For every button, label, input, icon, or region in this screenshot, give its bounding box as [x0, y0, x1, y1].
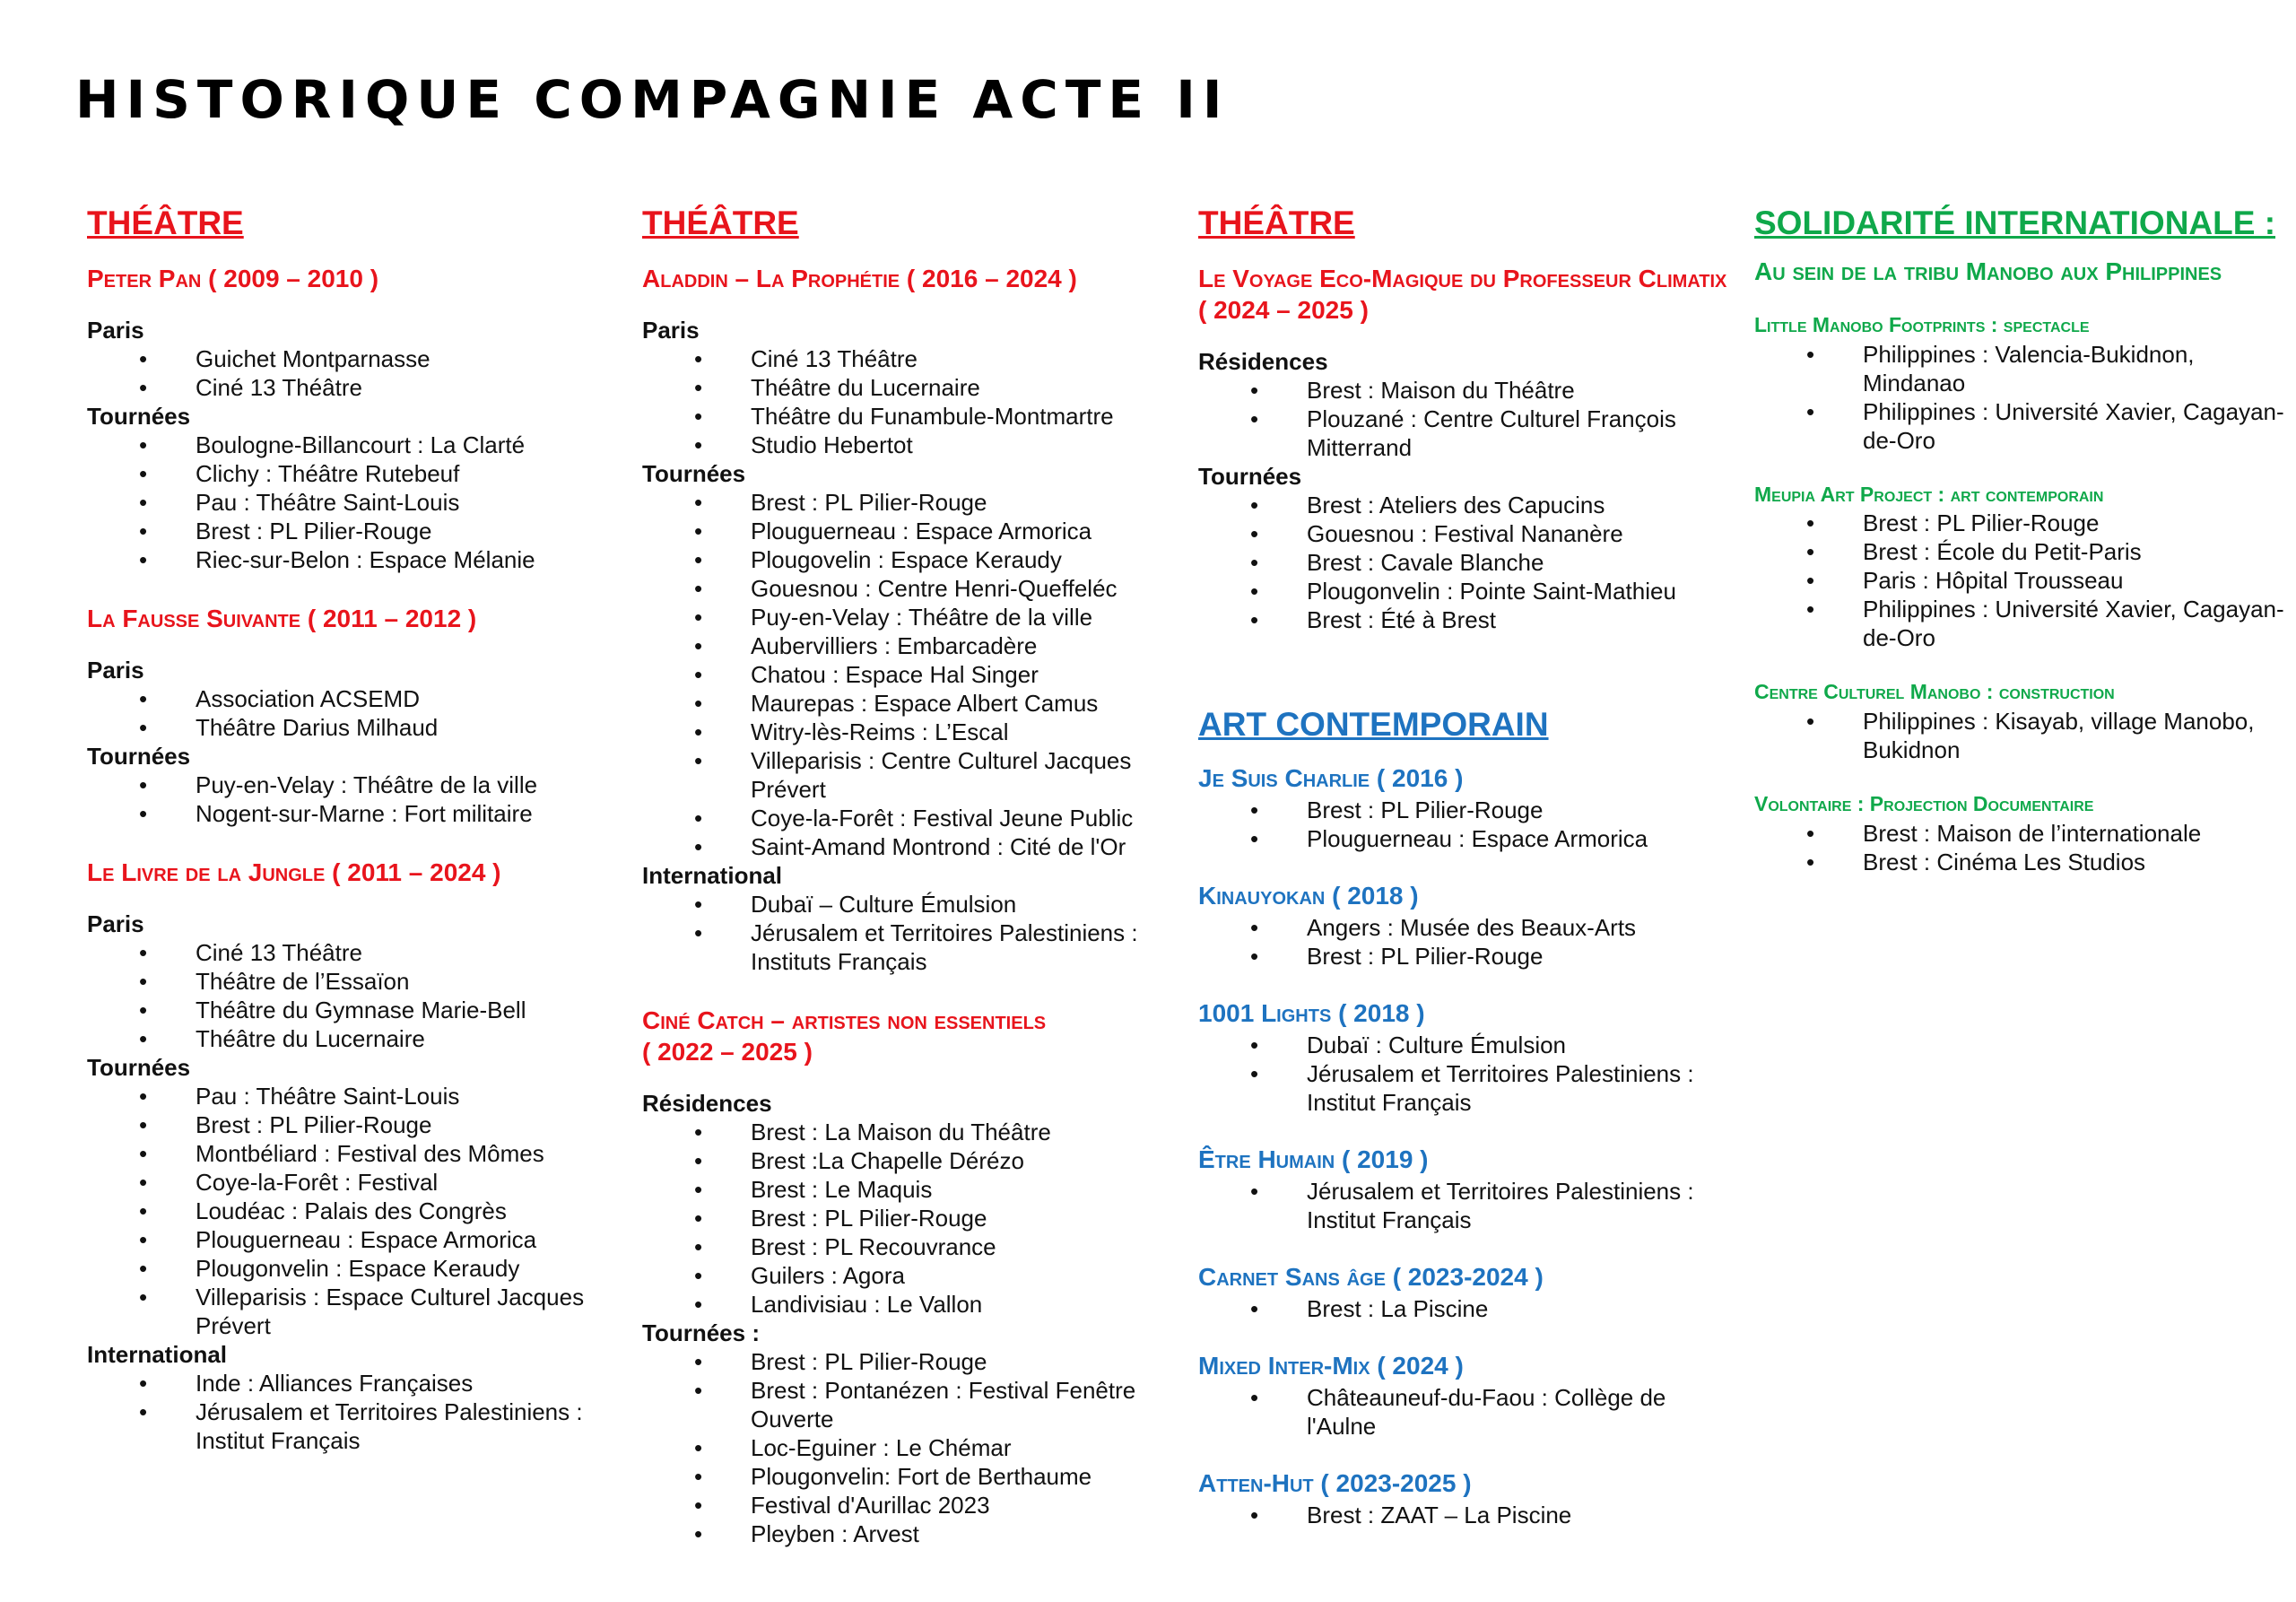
list-item: • Pleyben : Arvest — [642, 1519, 1180, 1548]
art-project-title: 1001 Lights ( 2018 ) — [1198, 998, 1425, 1027]
bullet-list — [87, 344, 625, 402]
bullet-list — [1754, 707, 2292, 764]
art-project-block — [1198, 1261, 1736, 1323]
list-item: • Brest : PL Pilier-Rouge — [87, 1110, 625, 1139]
list-item: • Angers : Musée des Beaux-Arts — [1198, 913, 1736, 942]
production-dates: ( 2022 – 2025 ) — [642, 1037, 813, 1066]
production-title: Ciné Catch – artistes non essentiels — [642, 1006, 1047, 1034]
list-item: • Brest : La Maison du Théâtre — [642, 1118, 1180, 1146]
group-label: Tournées — [642, 459, 746, 487]
list-item: • Dubaï – Culture Émulsion — [642, 890, 1180, 919]
list-item: • Théâtre du Lucernaire — [87, 1024, 625, 1053]
bullet-list — [1198, 796, 1736, 853]
group-label: Tournées : — [642, 1319, 760, 1346]
list-item: • Philippines : Université Xavier, Cagayan-de-Oro — [1754, 397, 2292, 455]
group-label: Tournées — [87, 1053, 191, 1081]
list-item: • Philippines : Université Xavier, Cagayan-de-Oro — [1754, 595, 2292, 652]
list-item: • Pau : Théâtre Saint-Louis — [87, 1082, 625, 1110]
list-item: • Nogent-sur-Marne : Fort militaire — [87, 799, 625, 828]
list-item: • Studio Hebertot — [642, 431, 1180, 459]
bullet-list — [642, 488, 1180, 861]
bullet-list — [642, 1118, 1180, 1319]
bullet-list — [1754, 819, 2292, 876]
list-item: • Ciné 13 Théâtre — [87, 938, 625, 967]
bullet-list — [87, 771, 625, 828]
list-item: • Plougovelin : Espace Keraudy — [642, 545, 1180, 574]
list-item: • Guilers : Agora — [642, 1261, 1180, 1290]
group-label: International — [87, 1340, 228, 1368]
group-label: Tournées — [87, 742, 191, 770]
bullet-list — [1198, 913, 1736, 971]
list-item: • Coye-la-Forêt : Festival Jeune Public — [642, 804, 1180, 832]
list-item: • Brest :La Chapelle Dérézo — [642, 1146, 1180, 1175]
list-item: • Brest : Pontanézen : Festival Fenêtre Ouverte — [642, 1376, 1180, 1433]
art-project-title: Atten-Hut ( 2023-2025 ) — [1198, 1468, 1472, 1497]
art-project-title: Être Humain ( 2019 ) — [1198, 1145, 1429, 1173]
list-item: • Pau : Théâtre Saint-Louis — [87, 488, 625, 517]
list-item: • Ciné 13 Théâtre — [642, 344, 1180, 373]
bullet-list — [1754, 509, 2292, 652]
production-title: Peter Pan ( 2009 – 2010 ) — [87, 264, 379, 292]
list-item: • Brest : PL Pilier-Rouge — [642, 488, 1180, 517]
list-item: • Ciné 13 Théâtre — [87, 373, 625, 402]
list-item: • Plougonvelin: Fort de Berthaume — [642, 1462, 1180, 1491]
bullet-list — [1198, 1383, 1736, 1441]
list-item: • Brest : Maison de l’internationale — [1754, 819, 2292, 848]
page-title: HISTORIQUE COMPAGNIE ACTE II — [75, 69, 1230, 130]
section-title-art-contemporain: ART CONTEMPORAIN — [1198, 705, 1549, 743]
column-3 — [1198, 205, 1736, 1556]
art-project-block — [1198, 880, 1736, 971]
list-item: • Dubaï : Culture Émulsion — [1198, 1031, 1736, 1059]
list-item: • Théâtre du Lucernaire — [642, 373, 1180, 402]
production-title: Aladdin – La Prophétie ( 2016 – 2024 ) — [642, 264, 1077, 292]
section-title-solidarite: SOLIDARITÉ INTERNATIONALE : — [1754, 205, 2276, 241]
list-item: • Gouesnou : Festival Nananère — [1198, 519, 1736, 548]
list-item: • Jérusalem et Territoires Palestiniens : Institut Français — [87, 1397, 625, 1455]
list-item: • Brest : ZAAT – La Piscine — [1198, 1501, 1736, 1529]
list-item: • Jérusalem et Territoires Palestiniens : Instituts Français — [642, 919, 1180, 976]
list-item: • Puy-en-Velay : Théâtre de la ville — [87, 771, 625, 799]
art-project-title: Je Suis Charlie ( 2016 ) — [1198, 763, 1464, 792]
list-item: • Philippines : Kisayab, village Manobo, Bukidnon — [1754, 707, 2292, 764]
list-item: • Brest : Cinéma Les Studios — [1754, 848, 2292, 876]
list-item: • Loudéac : Palais des Congrès — [87, 1197, 625, 1225]
art-project-title: Carnet Sans âge ( 2023-2024 ) — [1198, 1262, 1544, 1291]
list-item: • Villeparisis : Centre Culturel Jacques Prévert — [642, 746, 1180, 804]
art-project-block — [1198, 1144, 1736, 1234]
list-item: • Brest : PL Pilier-Rouge — [87, 517, 625, 545]
list-item: • Plougonvelin : Pointe Saint-Mathieu — [1198, 577, 1736, 605]
bullet-list — [87, 938, 625, 1053]
production-block — [642, 263, 1180, 976]
list-item: • Jérusalem et Territoires Palestiniens : Institut Français — [1198, 1177, 1736, 1234]
list-item: • Aubervilliers : Embarcadère — [642, 631, 1180, 660]
art-project-block — [1198, 762, 1736, 853]
list-item: • Villeparisis : Espace Culturel Jacques Prévert — [87, 1283, 625, 1340]
section-title-theatre: THÉÂTRE — [642, 205, 799, 241]
list-item: • Jérusalem et Territoires Palestiniens : Institut Français — [1198, 1059, 1736, 1117]
list-item: • Landivisiau : Le Vallon — [642, 1290, 1180, 1319]
list-item: • Plouguerneau : Espace Armorica — [642, 517, 1180, 545]
production-block — [87, 857, 625, 1455]
list-item: • Brest : Cavale Blanche — [1198, 548, 1736, 577]
production-block — [642, 1005, 1180, 1548]
list-item: • Plouzané : Centre Culturel François Mitterrand — [1198, 405, 1736, 462]
section-subtitle: Au sein de la tribu Manobo aux Philippines — [1754, 257, 2222, 285]
list-item: • Brest : PL Pilier-Rouge — [1754, 509, 2292, 537]
list-item: • Châteauneuf-du-Faou : Collège de l'Aulne — [1198, 1383, 1736, 1441]
list-item: • Paris : Hôpital Trousseau — [1754, 566, 2292, 595]
list-item: • Brest : PL Pilier-Rouge — [1198, 796, 1736, 824]
bullet-list — [1198, 1501, 1736, 1529]
bullet-list — [642, 890, 1180, 976]
solidarity-project-title: Meupia Art Project : art contemporain — [1754, 482, 2104, 506]
list-item: • Brest : La Piscine — [1198, 1294, 1736, 1323]
art-project-block — [1198, 997, 1736, 1117]
group-label: Paris — [87, 316, 144, 344]
list-item: • Brest : PL Pilier-Rouge — [642, 1347, 1180, 1376]
production-block — [1198, 263, 1736, 634]
list-item: • Théâtre de l’Essaïon — [87, 967, 625, 996]
list-item: • Puy-en-Velay : Théâtre de la ville — [642, 603, 1180, 631]
art-project-block — [1198, 1350, 1736, 1441]
list-item: • Brest : Le Maquis — [642, 1175, 1180, 1204]
list-item: • Philippines : Valencia-Bukidnon, Mindanao — [1754, 340, 2292, 397]
bullet-list — [87, 1082, 625, 1340]
production-title: Le Voyage Eco-Magique du Professeur Climatix ( 2024 – 2025 ) — [1198, 264, 1727, 324]
bullet-list — [87, 1369, 625, 1455]
list-item: • Chatou : Espace Hal Singer — [642, 660, 1180, 689]
solidarity-project-block — [1754, 482, 2292, 653]
bullet-list — [1198, 1294, 1736, 1323]
list-item: • Boulogne-Billancourt : La Clarté — [87, 431, 625, 459]
column-4 — [1754, 205, 2292, 903]
list-item: • Loc-Eguiner : Le Chémar — [642, 1433, 1180, 1462]
bullet-list — [1198, 491, 1736, 634]
bullet-list — [1198, 1177, 1736, 1234]
solidarity-project-title: Centre Culturel Manobo : construction — [1754, 680, 2115, 704]
production-block — [87, 263, 625, 574]
bullet-list — [642, 344, 1180, 459]
list-item: • Coye-la-Forêt : Festival — [87, 1168, 625, 1197]
art-project-title: Mixed Inter-Mix ( 2024 ) — [1198, 1351, 1464, 1380]
list-item: • Festival d'Aurillac 2023 — [642, 1491, 1180, 1519]
art-project-title: Kinauyokan ( 2018 ) — [1198, 881, 1419, 910]
bullet-list — [642, 1347, 1180, 1548]
group-label: Résidences — [642, 1089, 772, 1117]
group-label: Tournées — [87, 402, 191, 430]
list-item: • Association ACSEMD — [87, 684, 625, 713]
list-item: • Brest : PL Recouvrance — [642, 1232, 1180, 1261]
group-label: Tournées — [1198, 462, 1302, 490]
list-item: • Gouesnou : Centre Henri-Queffeléc — [642, 574, 1180, 603]
bullet-list — [87, 684, 625, 742]
section-title-theatre: THÉÂTRE — [87, 205, 244, 241]
list-item: • Witry-lès-Reims : L’Escal — [642, 718, 1180, 746]
list-item: • Plouguerneau : Espace Armorica — [1198, 824, 1736, 853]
list-item: • Théâtre du Gymnase Marie-Bell — [87, 996, 625, 1024]
group-label: Paris — [87, 656, 144, 683]
list-item: • Montbéliard : Festival des Mômes — [87, 1139, 625, 1168]
bullet-list — [87, 431, 625, 574]
list-item: • Brest : Été à Brest — [1198, 605, 1736, 634]
list-item: • Plouguerneau : Espace Armorica — [87, 1225, 625, 1254]
solidarity-project-block — [1754, 791, 2292, 876]
list-item: • Brest : PL Pilier-Rouge — [642, 1204, 1180, 1232]
group-label: Paris — [642, 316, 700, 344]
list-item: • Brest : École du Petit-Paris — [1754, 537, 2292, 566]
list-item: • Théâtre Darius Milhaud — [87, 713, 625, 742]
solidarity-project-title: Little Manobo Footprints : spectacle — [1754, 312, 2090, 336]
solidarity-project-block — [1754, 312, 2292, 455]
list-item: • Maurepas : Espace Albert Camus — [642, 689, 1180, 718]
list-item: • Plougonvelin : Espace Keraudy — [87, 1254, 625, 1283]
group-label: International — [642, 861, 783, 889]
bullet-list — [1754, 340, 2292, 455]
list-item: • Riec-sur-Belon : Espace Mélanie — [87, 545, 625, 574]
production-block — [87, 603, 625, 828]
list-item: • Théâtre du Funambule-Montmartre — [642, 402, 1180, 431]
group-label: Résidences — [1198, 347, 1328, 375]
list-item: • Saint-Amand Montrond : Cité de l'Or — [642, 832, 1180, 861]
bullet-list — [1198, 376, 1736, 462]
production-title: Le Livre de la Jungle ( 2011 – 2024 ) — [87, 858, 501, 886]
list-item: • Inde : Alliances Françaises — [87, 1369, 625, 1397]
solidarity-project-block — [1754, 679, 2292, 764]
list-item: • Brest : Ateliers des Capucins — [1198, 491, 1736, 519]
production-title: La Fausse Suivante ( 2011 – 2012 ) — [87, 604, 477, 632]
bullet-list — [1198, 1031, 1736, 1117]
list-item: • Brest : Maison du Théâtre — [1198, 376, 1736, 405]
list-item: • Brest : PL Pilier-Rouge — [1198, 942, 1736, 971]
column-2 — [642, 205, 1180, 1577]
column-1 — [87, 205, 625, 1484]
list-item: • Guichet Montparnasse — [87, 344, 625, 373]
solidarity-project-title: Volontaire : Projection Documentaire — [1754, 792, 2094, 816]
list-item: • Clichy : Théâtre Rutebeuf — [87, 459, 625, 488]
art-project-block — [1198, 1467, 1736, 1529]
section-title-theatre: THÉÂTRE — [1198, 205, 1355, 241]
group-label: Paris — [87, 910, 144, 937]
